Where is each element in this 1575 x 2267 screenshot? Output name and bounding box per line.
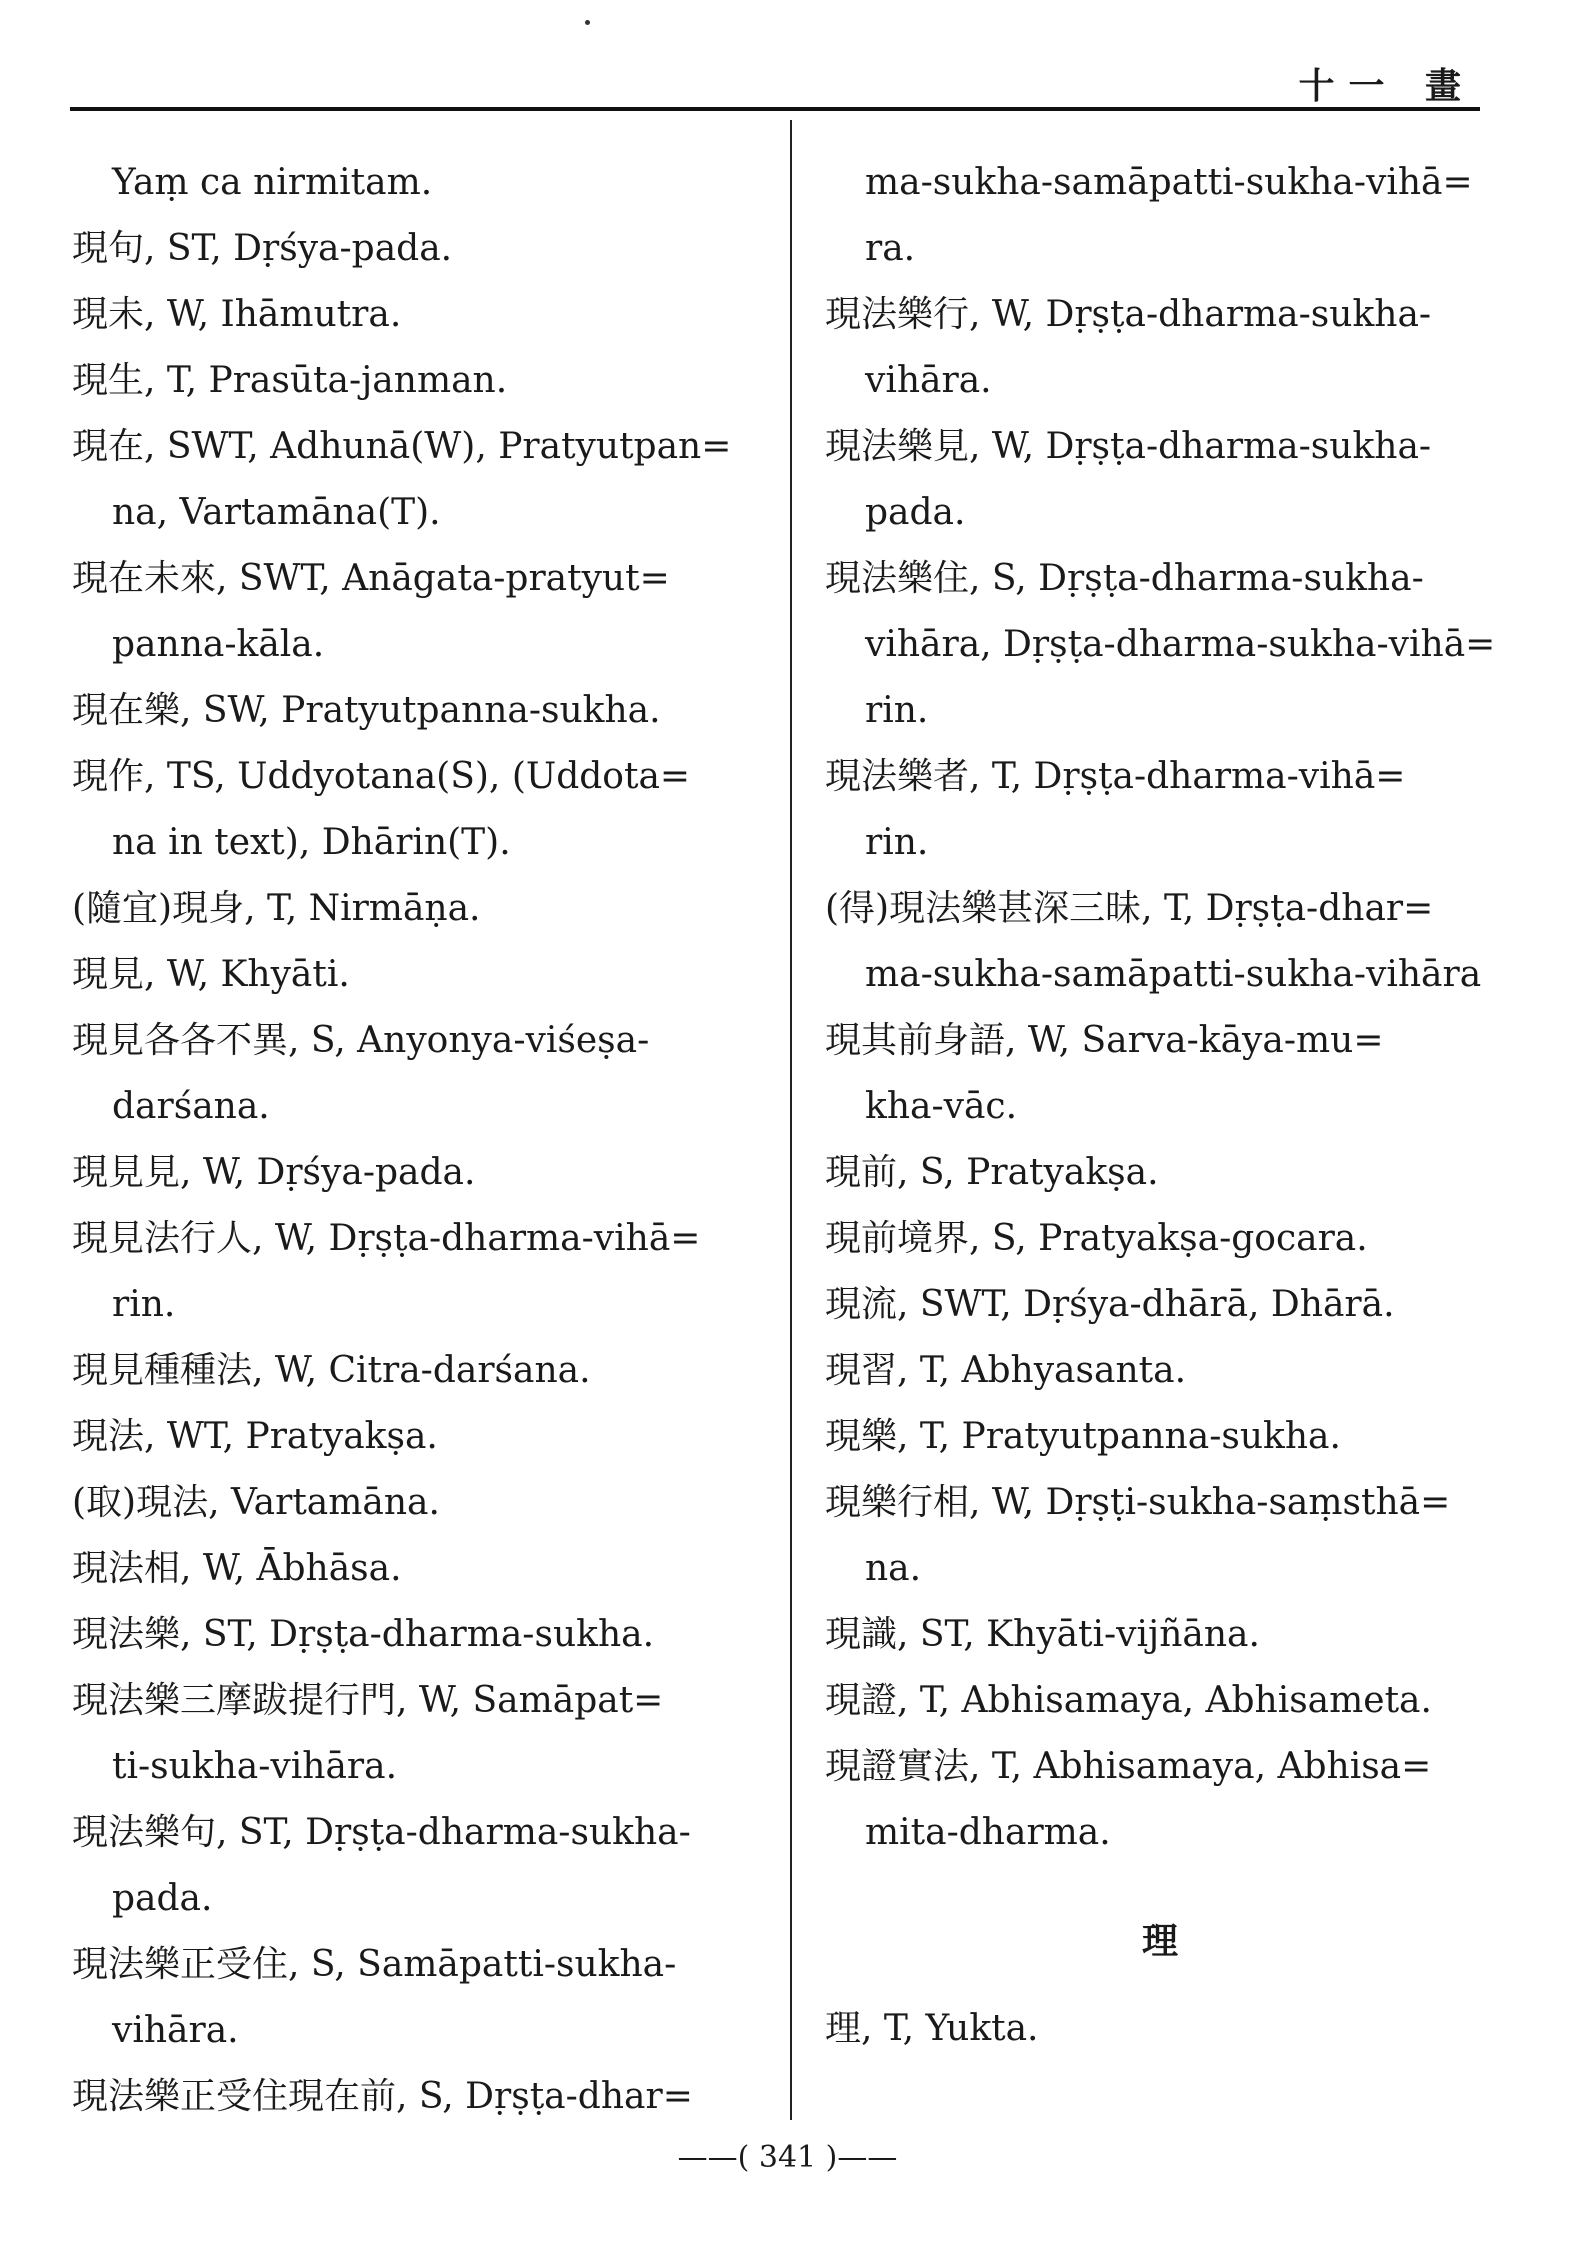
section-heading: 理 xyxy=(1141,1920,1178,1962)
entry-continuation: ma-sukha-samāpatti-sukha-vihāra xyxy=(865,954,1482,995)
dictionary-entry: 現證, T, Abhisamaya, Abhisameta. xyxy=(825,1680,1432,1721)
entry-continuation: rin. xyxy=(865,690,929,731)
dictionary-entry: 現前境界, S, Pratyakṣa-gocara. xyxy=(825,1218,1368,1259)
dictionary-entry: 現前, S, Pratyakṣa. xyxy=(825,1152,1159,1193)
column-divider xyxy=(790,120,792,2120)
print-speck xyxy=(585,20,590,25)
left-column xyxy=(72,150,752,2130)
dictionary-entry: (隨宜)現身, T, Nirmāṇa. xyxy=(72,888,481,929)
entry-continuation: Yaṃ ca nirmitam. xyxy=(112,162,433,203)
dictionary-entry: 現法樂, ST, Dṛṣṭa-dharma-sukha. xyxy=(72,1614,655,1655)
entry-continuation: na, Vartamāna(T). xyxy=(112,492,441,533)
entry-continuation: panna-kāla. xyxy=(112,624,325,665)
dictionary-entry: 現見見, W, Dṛśya-pada. xyxy=(72,1152,476,1193)
right-column xyxy=(825,150,1495,2062)
dictionary-entry: 現法樂正受住, S, Samāpatti-sukha- xyxy=(72,1944,677,1985)
dictionary-entry: 現證實法, T, Abhisamaya, Abhisa= xyxy=(825,1746,1432,1787)
entry-continuation: ma-sukha-samāpatti-sukha-vihā= xyxy=(865,162,1473,203)
entry-continuation: darśana. xyxy=(112,1086,270,1127)
dictionary-entry: 現法, WT, Pratyakṣa. xyxy=(72,1416,438,1457)
dictionary-entry: 現樂行相, W, Dṛṣṭi-sukha-saṃsthā= xyxy=(825,1482,1451,1523)
dictionary-entry: (得)現法樂甚深三昧, T, Dṛṣṭa-dhar= xyxy=(825,888,1434,929)
dictionary-entry: 現生, T, Prasūta-janman. xyxy=(72,360,508,401)
entry-continuation: rin. xyxy=(112,1284,176,1325)
dictionary-entry: 現流, SWT, Dṛśya-dhārā, Dhārā. xyxy=(825,1284,1395,1325)
entry-continuation: pada. xyxy=(112,1878,213,1919)
dictionary-entry: 現其前身語, W, Sarva-kāya-mu= xyxy=(825,1020,1384,1061)
dictionary-entry: 現法樂見, W, Dṛṣṭa-dharma-sukha- xyxy=(825,426,1432,467)
entry-continuation: vihāra, Dṛṣṭa-dharma-sukha-vihā= xyxy=(865,624,1496,665)
dictionary-entry: 現法樂行, W, Dṛṣṭa-dharma-sukha- xyxy=(825,294,1432,335)
dictionary-entry: 現見種種法, W, Citra-darśana. xyxy=(72,1350,591,1391)
dictionary-entry: 現未, W, Ihāmutra. xyxy=(72,294,402,335)
dictionary-entry: (取)現法, Vartamāna. xyxy=(72,1482,440,1523)
dictionary-entry: 現見各各不異, S, Anyonya-viśeṣa- xyxy=(72,1020,650,1061)
entry-continuation: ra. xyxy=(865,228,916,269)
dictionary-entry: 現見, W, Khyāti. xyxy=(72,954,350,995)
dictionary-entry: 理, T, Yukta. xyxy=(825,2008,1039,2049)
entry-continuation: rin. xyxy=(865,822,929,863)
dictionary-entry: 現法樂三摩跋提行門, W, Samāpat= xyxy=(72,1680,664,1721)
page-number: ——( 341 )—— xyxy=(677,2140,898,2175)
dictionary-entry: 現習, T, Abhyasanta. xyxy=(825,1350,1187,1391)
entry-continuation: pada. xyxy=(865,492,966,533)
dictionary-entry: 現在未來, SWT, Anāgata-pratyut= xyxy=(72,558,670,599)
dictionary-entry: 現識, ST, Khyāti-vijñāna. xyxy=(825,1614,1260,1655)
dictionary-entry: 現法相, W, Ābhāsa. xyxy=(72,1548,402,1589)
dictionary-entry: 現法樂者, T, Dṛṣṭa-dharma-vihā= xyxy=(825,756,1406,797)
entry-continuation: mita-dharma. xyxy=(865,1812,1111,1853)
entry-continuation: vihāra. xyxy=(865,360,992,401)
dictionary-entry: 現見法行人, W, Dṛṣṭa-dharma-vihā= xyxy=(72,1218,701,1259)
section-title: 十一 畫 xyxy=(1298,65,1475,107)
dictionary-entry: 現作, TS, Uddyotana(S), (Uddota= xyxy=(72,756,691,797)
header-rule xyxy=(70,107,1480,111)
entry-continuation: na. xyxy=(865,1548,922,1589)
dictionary-entry: 現法樂句, ST, Dṛṣṭa-dharma-sukha- xyxy=(72,1812,691,1853)
dictionary-entry: 現句, ST, Dṛśya-pada. xyxy=(72,228,453,269)
dictionary-entry: 現法樂正受住現在前, S, Dṛṣṭa-dhar= xyxy=(72,2076,693,2117)
dictionary-entry: 現法樂住, S, Dṛṣṭa-dharma-sukha- xyxy=(825,558,1424,599)
entry-continuation: ti-sukha-vihāra. xyxy=(112,1746,398,1787)
entry-continuation: kha-vāc. xyxy=(865,1086,1018,1127)
dictionary-entry: 現在樂, SW, Pratyutpanna-sukha. xyxy=(72,690,661,731)
dictionary-entry: 現在, SWT, Adhunā(W), Pratyutpan= xyxy=(72,426,732,467)
entry-continuation: vihāra. xyxy=(112,2010,239,2051)
entry-continuation: na in text), Dhārin(T). xyxy=(112,822,511,863)
dictionary-entry: 現樂, T, Pratyutpanna-sukha. xyxy=(825,1416,1341,1457)
